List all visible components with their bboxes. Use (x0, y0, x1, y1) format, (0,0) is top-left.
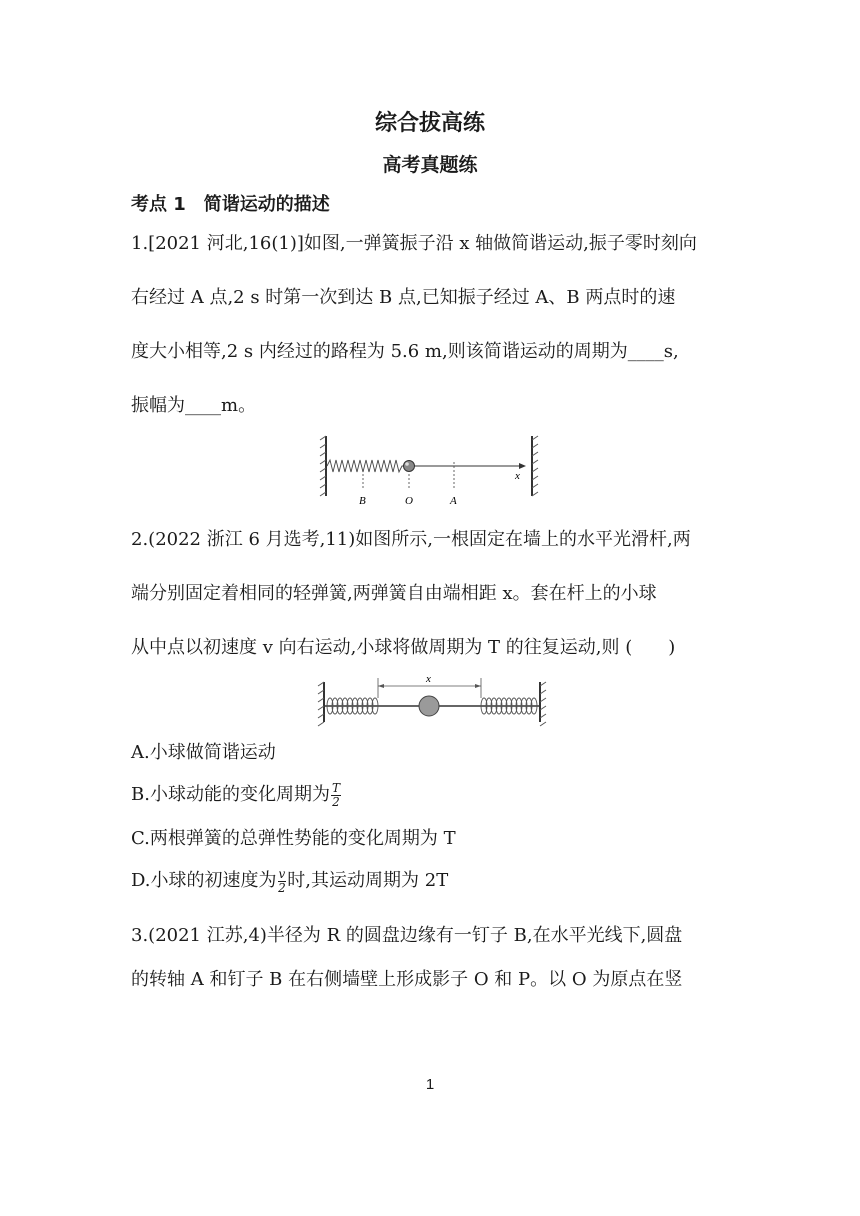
label-o: O (405, 495, 413, 507)
option-c: C.两根弹簧的总弹性势能的变化周期为 T (131, 828, 456, 849)
fraction-v-over-2: $\frac{v}{2}$ (278, 866, 286, 895)
label-b: B (359, 495, 366, 507)
question-1-line-3: 度大小相等,2 s 内经过的路程为 5.6 m,则该简谐运动的周期为____s, (131, 341, 679, 362)
spring-oscillator-figure (318, 432, 548, 510)
option-b: B.小球动能的变化周期为 $\frac{T}{2}$ (131, 780, 340, 809)
rod-springs-figure (316, 672, 548, 728)
question-1-line-1: 1.[2021 河北,16(1)]如图,一弹簧振子沿 x 轴做简谐运动,振子零时刻向 (131, 233, 697, 254)
fraction-t-over-2: $\frac{T}{2}$ (331, 780, 340, 809)
label-x: x (515, 470, 520, 482)
question-2-line-3: 从中点以初速度 v 向右运动,小球将做周期为 T 的往复运动,则 ( ) (131, 637, 676, 658)
page-title: 综合拔高练 (374, 111, 485, 136)
question-3-line-1: 3.(2021 江苏,4)半径为 R 的圆盘边缘有一钉子 B,在水平光线下,圆盘 (131, 925, 683, 946)
question-1-line-4: 振幅为____m。 (131, 395, 257, 416)
question-1-line-2: 右经过 A 点,2 s 时第一次到达 B 点,已知振子经过 A、B 两点时的速 (131, 287, 676, 308)
question-2-line-2: 端分别固定着相同的轻弹簧,两弹簧自由端相距 x。套在杆上的小球 (131, 583, 657, 604)
page-number: 1 (425, 1076, 435, 1093)
page-subtitle: 高考真题练 (382, 154, 478, 176)
option-d: D.小球的初速度为 $\frac{v}{2}$ 时,其运动周期为 2T (131, 866, 449, 895)
question-2-line-1: 2.(2022 浙江 6 月选考,11)如图所示,一根固定在墙上的水平光滑杆,两 (131, 529, 691, 550)
label-a: A (450, 495, 457, 507)
section-heading: 考点 1 简谐运动的描述 (131, 194, 330, 215)
label-x-distance: x (426, 673, 431, 685)
option-a: A.小球做简谐运动 (131, 742, 276, 763)
question-3-line-2: 的转轴 A 和钉子 B 在右侧墙壁上形成影子 O 和 P。以 O 为原点在竖 (131, 969, 683, 990)
